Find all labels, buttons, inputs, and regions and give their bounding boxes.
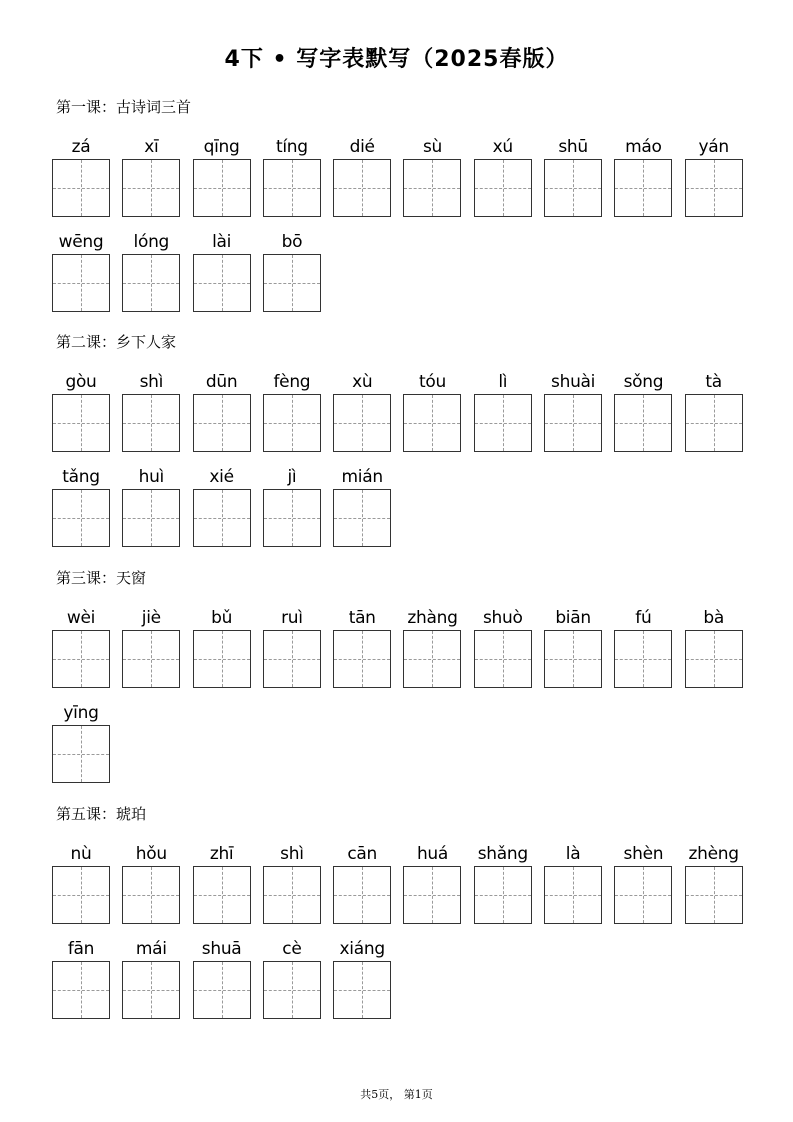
character-cell — [122, 135, 180, 230]
character-cell — [263, 606, 321, 701]
pinyin-label: zhèng — [688, 844, 739, 864]
pinyin-label: shū — [558, 137, 588, 157]
pinyin-label: huá — [416, 844, 449, 864]
pinyin-label: qīng — [203, 137, 240, 157]
character-cell — [263, 370, 321, 465]
pinyin-row — [52, 842, 752, 937]
writing-grid-box[interactable] — [193, 159, 251, 217]
writing-grid-box[interactable] — [474, 630, 532, 688]
character-cell — [122, 842, 180, 937]
character-cell — [333, 606, 391, 701]
pinyin-label: shì — [139, 372, 164, 392]
pinyin-label: xié — [209, 467, 234, 487]
writing-grid-box[interactable] — [403, 394, 461, 452]
pinyin-label: shì — [280, 844, 304, 864]
character-cell — [474, 135, 532, 230]
pinyin-label: tǎng — [62, 467, 100, 487]
page-footer: 共5页， 第1页 — [360, 1088, 433, 1101]
pinyin-label: bō — [281, 232, 303, 252]
writing-grid-box[interactable] — [193, 254, 251, 312]
pinyin-label: xù — [352, 372, 373, 392]
character-cell — [685, 135, 743, 230]
character-cell — [52, 370, 110, 465]
writing-grid-box[interactable] — [614, 866, 672, 924]
character-cell — [193, 842, 251, 937]
character-cell — [193, 230, 251, 325]
pinyin-label: sǒng — [623, 372, 664, 392]
character-cell — [52, 465, 110, 560]
writing-grid-box[interactable] — [544, 630, 602, 688]
character-cell — [333, 842, 391, 937]
writing-grid-box[interactable] — [263, 630, 321, 688]
pinyin-label: yán — [698, 137, 729, 157]
pinyin-label: shuā — [201, 939, 242, 959]
writing-grid-box[interactable] — [403, 630, 461, 688]
writing-grid-box[interactable] — [263, 254, 321, 312]
pinyin-label: tān — [348, 608, 376, 628]
pinyin-label: ruì — [281, 608, 303, 628]
character-cell — [193, 370, 251, 465]
character-cell — [614, 135, 672, 230]
lesson-title: 第三课：天窗 — [56, 569, 147, 587]
character-cell — [52, 701, 110, 796]
character-cell — [685, 842, 743, 937]
writing-grid-box[interactable] — [685, 630, 743, 688]
pinyin-label: dié — [349, 137, 375, 157]
pinyin-label: biān — [555, 608, 591, 628]
writing-grid-box[interactable] — [333, 866, 391, 924]
pinyin-label: xú — [492, 137, 513, 157]
writing-grid-box[interactable] — [122, 961, 180, 1019]
writing-grid-box[interactable] — [333, 489, 391, 547]
writing-grid-box[interactable] — [333, 394, 391, 452]
character-cell — [544, 842, 602, 937]
character-cell — [122, 606, 180, 701]
writing-grid-box[interactable] — [403, 159, 461, 217]
writing-grid-box[interactable] — [263, 489, 321, 547]
lesson-section — [52, 96, 752, 325]
pinyin-row — [52, 370, 752, 465]
character-cell — [122, 465, 180, 560]
pinyin-row — [52, 937, 752, 1032]
pinyin-label: gòu — [65, 372, 97, 392]
writing-grid-box[interactable] — [122, 489, 180, 547]
writing-grid-box[interactable] — [52, 394, 110, 452]
writing-grid-box[interactable] — [614, 394, 672, 452]
pinyin-label: jì — [287, 467, 297, 487]
lesson-title: 第五课：琥珀 — [56, 805, 147, 823]
pinyin-label: bà — [703, 608, 724, 628]
pinyin-label: jiè — [141, 608, 161, 628]
character-cell — [122, 937, 180, 1032]
character-cell — [614, 370, 672, 465]
character-cell — [263, 937, 321, 1032]
writing-grid-box[interactable] — [333, 159, 391, 217]
pinyin-label: dūn — [205, 372, 238, 392]
character-cell — [52, 937, 110, 1032]
writing-grid-box[interactable] — [263, 159, 321, 217]
character-cell — [544, 606, 602, 701]
pinyin-label: yīng — [63, 703, 99, 723]
pinyin-label: tíng — [276, 137, 308, 157]
pinyin-label: tóu — [419, 372, 446, 392]
writing-grid-box[interactable] — [122, 394, 180, 452]
character-cell — [403, 370, 461, 465]
page-title: 4下 • 写字表默写（2025春版） — [224, 47, 569, 72]
writing-grid-box[interactable] — [122, 866, 180, 924]
pinyin-label: shǎng — [477, 844, 528, 864]
writing-grid-box[interactable] — [614, 159, 672, 217]
character-cell — [193, 937, 251, 1032]
character-cell — [263, 230, 321, 325]
pinyin-label: cān — [347, 844, 377, 864]
pinyin-label: tà — [705, 372, 722, 392]
pinyin-label: mián — [341, 467, 383, 487]
pinyin-label: bǔ — [211, 608, 233, 628]
writing-grid-box[interactable] — [263, 394, 321, 452]
writing-grid-box[interactable] — [193, 489, 251, 547]
pinyin-label: máo — [625, 137, 662, 157]
writing-grid-box[interactable] — [52, 254, 110, 312]
pinyin-row — [52, 465, 752, 560]
writing-grid-box[interactable] — [122, 254, 180, 312]
pinyin-label: shèn — [623, 844, 664, 864]
writing-grid-box[interactable] — [52, 489, 110, 547]
character-cell — [544, 370, 602, 465]
writing-grid-box[interactable] — [333, 630, 391, 688]
pinyin-label: mái — [135, 939, 167, 959]
pinyin-label: zá — [71, 137, 91, 157]
writing-grid-box[interactable] — [685, 159, 743, 217]
writing-grid-box[interactable] — [122, 159, 180, 217]
pinyin-label: zhī — [209, 844, 234, 864]
character-cell — [52, 606, 110, 701]
character-cell — [685, 370, 743, 465]
pinyin-label: fú — [635, 608, 652, 628]
pinyin-label: sù — [422, 137, 442, 157]
character-cell — [122, 370, 180, 465]
pinyin-label: zhàng — [407, 608, 458, 628]
character-cell — [474, 842, 532, 937]
pinyin-label: shuò — [482, 608, 523, 628]
pinyin-label: cè — [282, 939, 302, 959]
character-cell — [263, 842, 321, 937]
character-cell — [403, 606, 461, 701]
character-cell — [193, 606, 251, 701]
lesson-title: 第一课：古诗词三首 — [56, 98, 192, 116]
pinyin-label: xiáng — [339, 939, 385, 959]
character-cell — [193, 465, 251, 560]
writing-grid-box[interactable] — [614, 630, 672, 688]
character-cell — [685, 606, 743, 701]
writing-grid-box[interactable] — [193, 630, 251, 688]
writing-grid-box[interactable] — [193, 394, 251, 452]
character-cell — [52, 230, 110, 325]
writing-grid-box[interactable] — [544, 159, 602, 217]
pinyin-label: wēng — [58, 232, 104, 252]
lesson-section — [52, 803, 752, 1032]
writing-grid-box[interactable] — [52, 866, 110, 924]
writing-grid-box[interactable] — [474, 159, 532, 217]
character-cell — [333, 937, 391, 1032]
writing-grid-box[interactable] — [52, 725, 110, 783]
writing-grid-box[interactable] — [474, 394, 532, 452]
pinyin-row — [52, 135, 752, 230]
pinyin-label: shuài — [551, 372, 596, 392]
pinyin-label: hǒu — [135, 844, 167, 864]
writing-grid-box[interactable] — [333, 961, 391, 1019]
character-cell — [614, 842, 672, 937]
lesson-section — [52, 331, 752, 560]
character-cell — [193, 135, 251, 230]
writing-grid-box[interactable] — [544, 866, 602, 924]
writing-grid-box[interactable] — [193, 866, 251, 924]
character-cell — [263, 465, 321, 560]
lesson-section — [52, 567, 752, 796]
pinyin-label: huì — [138, 467, 164, 487]
character-cell — [122, 230, 180, 325]
pinyin-row — [52, 701, 752, 796]
character-cell — [52, 135, 110, 230]
writing-grid-box[interactable] — [403, 866, 461, 924]
writing-grid-box[interactable] — [685, 866, 743, 924]
writing-grid-box[interactable] — [263, 961, 321, 1019]
writing-grid-box[interactable] — [685, 394, 743, 452]
character-cell — [474, 370, 532, 465]
pinyin-label: lài — [212, 232, 232, 252]
character-cell — [263, 135, 321, 230]
writing-grid-box[interactable] — [193, 961, 251, 1019]
pinyin-label: fān — [67, 939, 95, 959]
lesson-title: 第二课：乡下人家 — [56, 333, 177, 351]
pinyin-label: là — [565, 844, 581, 864]
character-cell — [474, 606, 532, 701]
writing-grid-box[interactable] — [122, 630, 180, 688]
writing-grid-box[interactable] — [52, 961, 110, 1019]
pinyin-label: nù — [70, 844, 92, 864]
writing-grid-box[interactable] — [544, 394, 602, 452]
writing-grid-box[interactable] — [474, 866, 532, 924]
character-cell — [333, 370, 391, 465]
character-cell — [333, 135, 391, 230]
pinyin-label: fèng — [273, 372, 311, 392]
pinyin-label: lì — [498, 372, 508, 392]
character-cell — [52, 842, 110, 937]
pinyin-label: wèi — [66, 608, 96, 628]
character-cell — [403, 135, 461, 230]
pinyin-label: xī — [144, 137, 159, 157]
writing-grid-box[interactable] — [52, 159, 110, 217]
character-cell — [544, 135, 602, 230]
character-cell — [333, 465, 391, 560]
pinyin-row — [52, 606, 752, 701]
writing-grid-box[interactable] — [263, 866, 321, 924]
pinyin-label: lóng — [133, 232, 170, 252]
character-cell — [403, 842, 461, 937]
character-cell — [614, 606, 672, 701]
writing-grid-box[interactable] — [52, 630, 110, 688]
pinyin-row — [52, 230, 752, 325]
